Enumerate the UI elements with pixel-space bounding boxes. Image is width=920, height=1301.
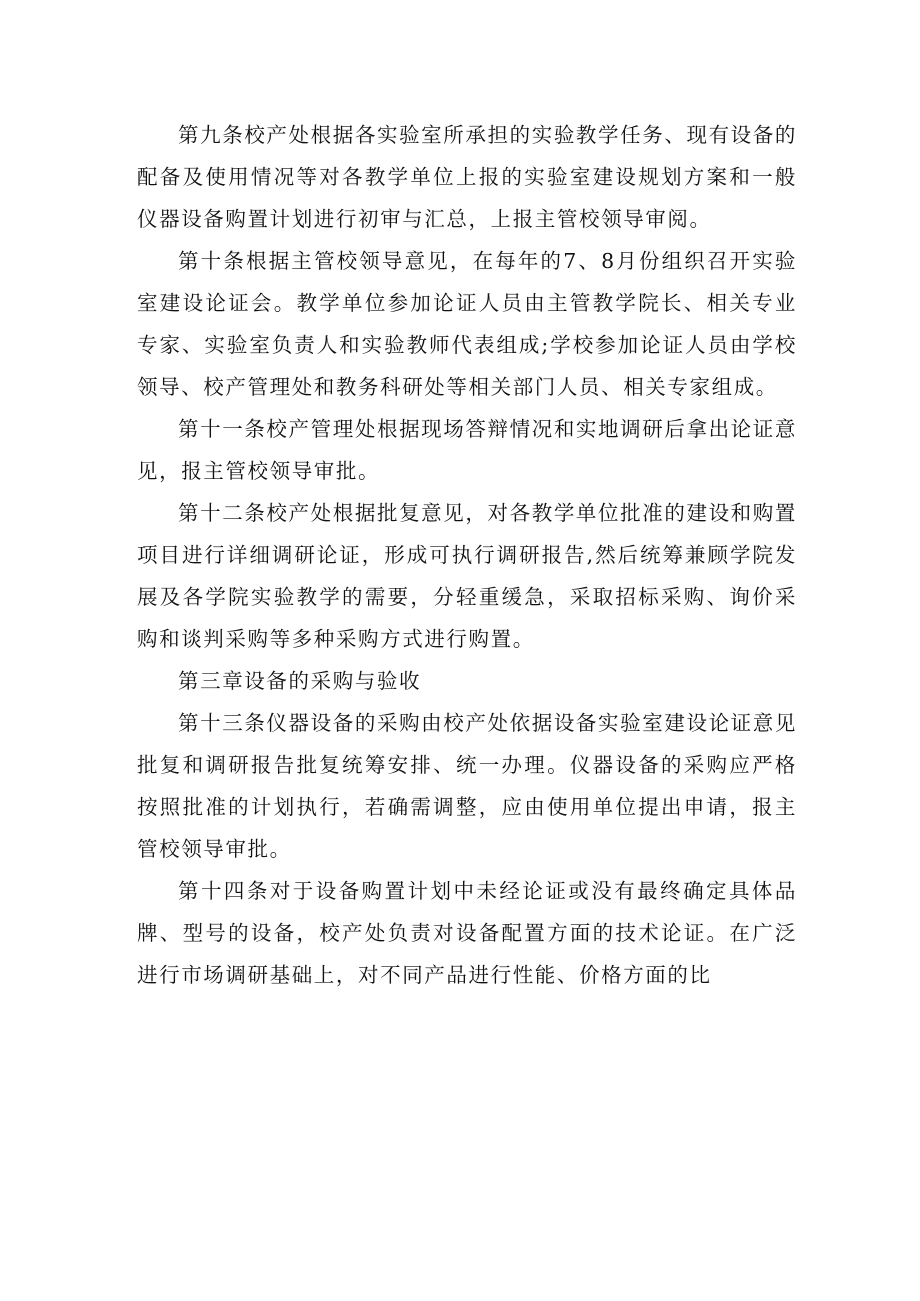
article-10-paragraph: 第十条根据主管校领导意见，在每年的7、8月份组织召开实验室建设论证会。教学单位参加论证人员由主管教学院长、相关专业专家、实验室负责人和实验教师代表组成;学校参加论证人员由学校领导、校产管理处和教务科研处等相关部门人员、相关专家组成。 (137, 249, 797, 399)
chapter-3-heading: 第三章设备的采购与验收 (178, 669, 422, 693)
article-14-paragraph: 第十四条对于设备购置计划中未经论证或没有最终确定具体品牌、型号的设备，校产处负责对设备配置方面的技术论证。在广泛进行市场调研基础上，对不同产品进行性能、价格方面的比 (137, 879, 797, 987)
article-13-paragraph: 第十三条仪器设备的采购由校产处依据设备实验室建设论证意见批复和调研报告批复统筹安排、统一办理。仪器设备的采购应严格按照批准的计划执行，若确需调整，应由使用单位提出申请，报主管校领导审批。 (137, 711, 797, 861)
document-body (137, 114, 797, 996)
article-9-paragraph: 第九条校产处根据各实验室所承担的实验教学任务、现有设备的配备及使用情况等对各教学单位上报的实验室建设规划方案和一般仪器设备购置计划进行初审与汇总，上报主管校领导审阅。 (137, 123, 797, 231)
article-11-paragraph: 第十一条校产管理处根据现场答辩情况和实地调研后拿出论证意见，报主管校领导审批。 (137, 417, 797, 483)
article-12-paragraph: 第十二条校产处根据批复意见，对各教学单位批准的建设和购置项目进行详细调研论证，形成可执行调研报告,然后统筹兼顾学院发展及各学院实验教学的需要，分轻重缓急，采取招标采购、询价采购和谈判采购等多种采购方式进行购置。 (137, 501, 797, 651)
